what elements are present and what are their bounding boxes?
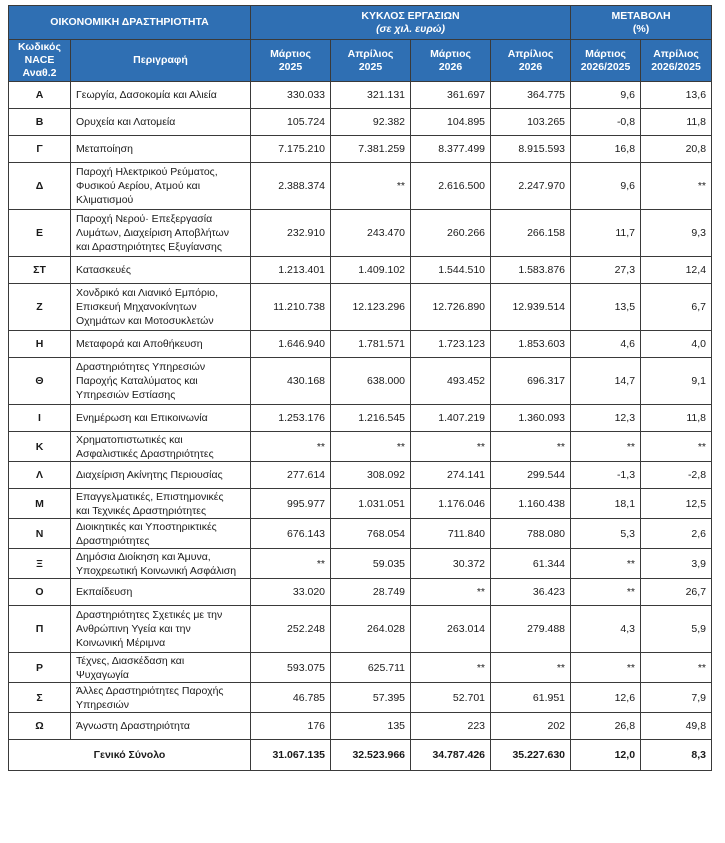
- description-line: Τέχνες, Διασκέδαση και: [76, 654, 185, 667]
- value-cell-a25: 243.470: [331, 210, 411, 257]
- description-line: Άλλες Δραστηριότητες Παροχής: [76, 684, 224, 697]
- table-row: [9, 109, 712, 136]
- value-cell-cha: 7,9: [641, 683, 712, 713]
- value-cell-a26: 1.160.438: [491, 489, 571, 519]
- nace-code-cell: Ω: [9, 713, 71, 740]
- description-line: Επαγγελματικές, Επιστημονικές: [76, 490, 224, 503]
- total-value-cha: 8,3: [641, 740, 712, 771]
- table-row: [9, 653, 712, 683]
- description-line: Ενημέρωση και Επικοινωνία: [76, 412, 208, 424]
- group-change-title: ΜΕΤΑΒΟΛΗ: [611, 9, 671, 22]
- description-line: Κλιματισμού: [76, 194, 134, 206]
- value-cell-cha: 2,6: [641, 519, 712, 549]
- col-code-header: [9, 40, 71, 82]
- col-march-2025-line1: Μάρτιος: [270, 47, 311, 60]
- value-cell-a26: 788.080: [491, 519, 571, 549]
- total-value-m25: 31.067.135: [251, 740, 331, 771]
- value-cell-a25: 1.216.545: [331, 405, 411, 432]
- description-cell: [71, 432, 251, 462]
- description-line: Μεταφορά και Αποθήκευση: [76, 338, 203, 350]
- description-line: Υπηρεσιών Εστίασης: [76, 389, 176, 401]
- description-line: Μεταποίηση: [76, 143, 133, 155]
- value-cell-m25: 11.210.738: [251, 284, 331, 331]
- value-cell-a26: 61.344: [491, 549, 571, 579]
- description-line: Διοικητικές και Υποστηρικτικές: [76, 520, 217, 533]
- description-cell: [71, 405, 251, 432]
- description-line: Εκπαίδευση: [76, 586, 133, 598]
- table-row: [9, 489, 712, 519]
- value-cell-m25: 277.614: [251, 462, 331, 489]
- total-value-m26: 34.787.426: [411, 740, 491, 771]
- description-line: Ορυχεία και Λατομεία: [76, 116, 176, 128]
- value-cell-m25: 1.253.176: [251, 405, 331, 432]
- value-cell-cha: 9,3: [641, 210, 712, 257]
- value-cell-m25: 252.248: [251, 606, 331, 653]
- col-april-2025-line1: Απρίλιος: [347, 47, 394, 60]
- nace-code-cell: Μ: [9, 489, 71, 519]
- value-cell-m25: 430.168: [251, 358, 331, 405]
- nace-code-cell: Β: [9, 109, 71, 136]
- description-cell: [71, 713, 251, 740]
- description-line: Υπηρεσιών: [76, 698, 130, 711]
- value-cell-chm: 14,7: [571, 358, 641, 405]
- group-change-unit: (%): [632, 22, 650, 35]
- value-cell-m25: 1.213.401: [251, 257, 331, 284]
- value-cell-m25: 176: [251, 713, 331, 740]
- value-cell-a25: 625.711: [331, 653, 411, 683]
- table-row: [9, 683, 712, 713]
- value-cell-cha: 12,5: [641, 489, 712, 519]
- value-cell-m25: 7.175.210: [251, 136, 331, 163]
- total-label: Γενικό Σύνολο: [9, 740, 251, 771]
- col-desc-header: Περιγραφή: [71, 40, 251, 82]
- value-cell-a26: 1.583.876: [491, 257, 571, 284]
- col-april-2025-header: [331, 40, 411, 82]
- value-cell-cha: 3,9: [641, 549, 712, 579]
- table-row: [9, 713, 712, 740]
- value-cell-m26: 1.407.219: [411, 405, 491, 432]
- description-line: Ψυχαγωγία: [76, 668, 129, 681]
- nace-code-cell: Δ: [9, 163, 71, 210]
- description-cell: [71, 257, 251, 284]
- col-april-2026-header: [491, 40, 571, 82]
- nace-code-cell: Ε: [9, 210, 71, 257]
- col-code-line1: Κωδικός: [18, 41, 61, 53]
- value-cell-cha: 4,0: [641, 331, 712, 358]
- col-march-2025-header: [251, 40, 331, 82]
- total-value-a25: 32.523.966: [331, 740, 411, 771]
- description-cell: [71, 109, 251, 136]
- table-row: [9, 606, 712, 653]
- table-body: [9, 82, 712, 771]
- value-cell-m26: 493.452: [411, 358, 491, 405]
- description-line: Διαχείριση Ακίνητης Περιουσίας: [76, 469, 223, 481]
- table-row: [9, 331, 712, 358]
- value-cell-a25: 135: [331, 713, 411, 740]
- description-cell: [71, 683, 251, 713]
- value-cell-m25: 46.785: [251, 683, 331, 713]
- description-line: Λυμάτων, Διαχείριση Αποβλήτων: [76, 227, 229, 239]
- table-row: [9, 549, 712, 579]
- value-cell-a25: 57.395: [331, 683, 411, 713]
- group-activity-header: ΟΙΚΟΝΟΜΙΚΗ ΔΡΑΣΤΗΡΙΟΤΗΤΑ: [9, 6, 251, 40]
- total-value-chm: 12,0: [571, 740, 641, 771]
- col-march-2026-line2: 2026: [438, 60, 463, 73]
- value-cell-chm: 4,3: [571, 606, 641, 653]
- value-cell-a26: 696.317: [491, 358, 571, 405]
- value-cell-a26: 61.951: [491, 683, 571, 713]
- description-cell: [71, 163, 251, 210]
- value-cell-chm: 9,6: [571, 82, 641, 109]
- value-cell-a25: 638.000: [331, 358, 411, 405]
- description-line: Δραστηριότητες: [76, 534, 150, 547]
- value-cell-a25: 1.781.571: [331, 331, 411, 358]
- value-cell-a26: 36.423: [491, 579, 571, 606]
- value-cell-a25: 308.092: [331, 462, 411, 489]
- value-cell-m26: 104.895: [411, 109, 491, 136]
- description-line: Δραστηριότητες Σχετικές με την: [76, 609, 223, 621]
- value-cell-m25: **: [251, 432, 331, 462]
- description-line: και Τεχνικές Δραστηριότητες: [76, 504, 207, 517]
- value-cell-m26: 2.616.500: [411, 163, 491, 210]
- value-cell-a26: 12.939.514: [491, 284, 571, 331]
- value-cell-cha: 49,8: [641, 713, 712, 740]
- value-cell-m26: 263.014: [411, 606, 491, 653]
- nace-code-cell: Π: [9, 606, 71, 653]
- total-row: [9, 740, 712, 771]
- group-turnover-header: [251, 6, 571, 40]
- value-cell-cha: 5,9: [641, 606, 712, 653]
- value-cell-m26: 30.372: [411, 549, 491, 579]
- nace-code-cell: Α: [9, 82, 71, 109]
- value-cell-a26: **: [491, 432, 571, 462]
- value-cell-a26: 364.775: [491, 82, 571, 109]
- value-cell-chm: 12,3: [571, 405, 641, 432]
- value-cell-a25: 1.409.102: [331, 257, 411, 284]
- value-cell-a25: 7.381.259: [331, 136, 411, 163]
- value-cell-m26: **: [411, 579, 491, 606]
- nace-code-cell: Κ: [9, 432, 71, 462]
- value-cell-m25: 593.075: [251, 653, 331, 683]
- table-row: [9, 462, 712, 489]
- group-turnover-title: ΚΥΚΛΟΣ ΕΡΓΑΣΙΩΝ: [361, 9, 460, 22]
- description-line: και Δραστηριότητες Εξυγίανσης: [76, 241, 222, 253]
- value-cell-m26: 1.544.510: [411, 257, 491, 284]
- description-line: Κατασκευές: [76, 264, 131, 276]
- value-cell-chm: **: [571, 579, 641, 606]
- description-cell: [71, 210, 251, 257]
- value-cell-m25: 995.977: [251, 489, 331, 519]
- value-cell-a26: 2.247.970: [491, 163, 571, 210]
- value-cell-chm: 16,8: [571, 136, 641, 163]
- value-cell-chm: 9,6: [571, 163, 641, 210]
- value-cell-a26: **: [491, 653, 571, 683]
- value-cell-chm: 12,6: [571, 683, 641, 713]
- total-value-a26: 35.227.630: [491, 740, 571, 771]
- col-code-line3: Αναθ.2: [22, 67, 57, 79]
- description-cell: [71, 82, 251, 109]
- value-cell-cha: 20,8: [641, 136, 712, 163]
- description-cell: [71, 653, 251, 683]
- col-april-2026-line2: 2026: [518, 60, 543, 73]
- description-line: Κοινωνική Μέριμνα: [76, 637, 166, 649]
- nace-code-cell: Σ: [9, 683, 71, 713]
- table-row: [9, 358, 712, 405]
- description-line: Παροχή Νερού· Επεξεργασία: [76, 213, 213, 225]
- value-cell-cha: 6,7: [641, 284, 712, 331]
- table-row: [9, 519, 712, 549]
- col-change-april-header: [641, 40, 712, 82]
- value-cell-m25: 1.646.940: [251, 331, 331, 358]
- description-line: Ανθρώπινη Υγεία και την: [76, 623, 191, 635]
- description-line: Υποχρεωτική Κοινωνική Ασφάλιση: [76, 564, 237, 577]
- table-row: [9, 210, 712, 257]
- value-cell-a26: 1.360.093: [491, 405, 571, 432]
- col-code-line2: NACE: [24, 54, 55, 66]
- header-group-row: [9, 6, 712, 40]
- value-cell-a26: 279.488: [491, 606, 571, 653]
- value-cell-cha: -2,8: [641, 462, 712, 489]
- value-cell-chm: **: [571, 549, 641, 579]
- description-line: Άγνωστη Δραστηριότητα: [76, 720, 190, 732]
- value-cell-m25: 232.910: [251, 210, 331, 257]
- value-cell-a25: 768.054: [331, 519, 411, 549]
- value-cell-a25: 12.123.296: [331, 284, 411, 331]
- value-cell-cha: 11,8: [641, 109, 712, 136]
- value-cell-chm: **: [571, 653, 641, 683]
- description-line: Δημόσια Διοίκηση και Άμυνα,: [76, 550, 211, 563]
- description-cell: [71, 358, 251, 405]
- col-change-march-header: [571, 40, 641, 82]
- value-cell-cha: 12,4: [641, 257, 712, 284]
- value-cell-a26: 299.544: [491, 462, 571, 489]
- value-cell-cha: 13,6: [641, 82, 712, 109]
- value-cell-a25: **: [331, 163, 411, 210]
- description-line: Παροχής Καταλύματος και: [76, 375, 198, 387]
- value-cell-a26: 1.853.603: [491, 331, 571, 358]
- description-cell: [71, 579, 251, 606]
- col-march-2026-header: [411, 40, 491, 82]
- nace-code-cell: Γ: [9, 136, 71, 163]
- value-cell-cha: **: [641, 163, 712, 210]
- value-cell-m26: **: [411, 653, 491, 683]
- value-cell-cha: 9,1: [641, 358, 712, 405]
- nace-code-cell: Ζ: [9, 284, 71, 331]
- group-change-header: [571, 6, 712, 40]
- value-cell-m25: 2.388.374: [251, 163, 331, 210]
- value-cell-a26: 103.265: [491, 109, 571, 136]
- value-cell-m26: 1.176.046: [411, 489, 491, 519]
- value-cell-chm: 4,6: [571, 331, 641, 358]
- value-cell-m26: 1.723.123: [411, 331, 491, 358]
- value-cell-chm: **: [571, 432, 641, 462]
- value-cell-m25: 330.033: [251, 82, 331, 109]
- value-cell-chm: 27,3: [571, 257, 641, 284]
- description-cell: [71, 284, 251, 331]
- value-cell-a25: **: [331, 432, 411, 462]
- value-cell-cha: 11,8: [641, 405, 712, 432]
- col-change-march-line1: Μάρτιος: [585, 47, 626, 60]
- nace-code-cell: Η: [9, 331, 71, 358]
- description-cell: [71, 519, 251, 549]
- nace-code-cell: Θ: [9, 358, 71, 405]
- value-cell-a25: 28.749: [331, 579, 411, 606]
- value-cell-chm: 18,1: [571, 489, 641, 519]
- description-cell: [71, 549, 251, 579]
- value-cell-a25: 1.031.051: [331, 489, 411, 519]
- value-cell-a25: 264.028: [331, 606, 411, 653]
- nace-code-cell: Ο: [9, 579, 71, 606]
- value-cell-m26: 12.726.890: [411, 284, 491, 331]
- value-cell-chm: -0,8: [571, 109, 641, 136]
- value-cell-chm: -1,3: [571, 462, 641, 489]
- description-cell: [71, 136, 251, 163]
- value-cell-m26: 8.377.499: [411, 136, 491, 163]
- col-april-2025-line2: 2025: [358, 60, 383, 73]
- value-cell-m26: 361.697: [411, 82, 491, 109]
- description-line: Ασφαλιστικές Δραστηριότητες: [76, 447, 214, 460]
- description-line: Επισκευή Μηχανοκίνητων: [76, 301, 197, 313]
- col-change-march-line2: 2026/2025: [580, 60, 631, 73]
- table-row: [9, 136, 712, 163]
- value-cell-cha: **: [641, 432, 712, 462]
- value-cell-m25: **: [251, 549, 331, 579]
- header-column-row: [9, 40, 712, 82]
- description-cell: [71, 462, 251, 489]
- value-cell-a25: 59.035: [331, 549, 411, 579]
- description-line: Γεωργία, Δασοκομία και Αλιεία: [76, 89, 217, 101]
- value-cell-cha: 26,7: [641, 579, 712, 606]
- description-cell: [71, 606, 251, 653]
- value-cell-chm: 26,8: [571, 713, 641, 740]
- table-row: [9, 82, 712, 109]
- value-cell-m26: 274.141: [411, 462, 491, 489]
- value-cell-m26: 223: [411, 713, 491, 740]
- value-cell-chm: 5,3: [571, 519, 641, 549]
- value-cell-m25: 105.724: [251, 109, 331, 136]
- value-cell-m26: 711.840: [411, 519, 491, 549]
- nace-code-cell: Λ: [9, 462, 71, 489]
- description-line: Χρηματοπιστωτικές και: [76, 433, 183, 446]
- value-cell-a26: 8.915.593: [491, 136, 571, 163]
- table-row: [9, 163, 712, 210]
- nace-code-cell: ΣΤ: [9, 257, 71, 284]
- nace-code-cell: Ξ: [9, 549, 71, 579]
- description-line: Οχημάτων και Μοτοσυκλετών: [76, 315, 214, 327]
- table-row: [9, 405, 712, 432]
- value-cell-m25: 676.143: [251, 519, 331, 549]
- value-cell-chm: 11,7: [571, 210, 641, 257]
- description-line: Παροχή Ηλεκτρικού Ρεύματος,: [76, 166, 218, 178]
- description-cell: [71, 489, 251, 519]
- table-row: [9, 432, 712, 462]
- value-cell-m26: 260.266: [411, 210, 491, 257]
- col-march-2026-line1: Μάρτιος: [430, 47, 471, 60]
- description-line: Φυσικού Αερίου, Ατμού και: [76, 180, 201, 192]
- table-row: [9, 284, 712, 331]
- description-line: Χονδρικό και Λιανικό Εμπόριο,: [76, 287, 219, 299]
- value-cell-m26: 52.701: [411, 683, 491, 713]
- col-march-2025-line2: 2025: [278, 60, 303, 73]
- description-cell: [71, 331, 251, 358]
- value-cell-m25: 33.020: [251, 579, 331, 606]
- description-line: Δραστηριότητες Υπηρεσιών: [76, 361, 206, 373]
- group-turnover-unit: (σε χιλ. ευρώ): [376, 22, 445, 35]
- col-change-april-line1: Απρίλιος: [653, 47, 699, 60]
- value-cell-a26: 266.158: [491, 210, 571, 257]
- table-row: [9, 257, 712, 284]
- value-cell-a25: 321.131: [331, 82, 411, 109]
- nace-code-cell: Ρ: [9, 653, 71, 683]
- value-cell-a26: 202: [491, 713, 571, 740]
- col-april-2026-line1: Απρίλιος: [507, 47, 554, 60]
- turnover-table: [8, 5, 712, 771]
- value-cell-chm: 13,5: [571, 284, 641, 331]
- nace-code-cell: Ι: [9, 405, 71, 432]
- col-change-april-line2: 2026/2025: [651, 60, 701, 73]
- value-cell-a25: 92.382: [331, 109, 411, 136]
- value-cell-cha: **: [641, 653, 712, 683]
- value-cell-m26: **: [411, 432, 491, 462]
- nace-code-cell: Ν: [9, 519, 71, 549]
- table-row: [9, 579, 712, 606]
